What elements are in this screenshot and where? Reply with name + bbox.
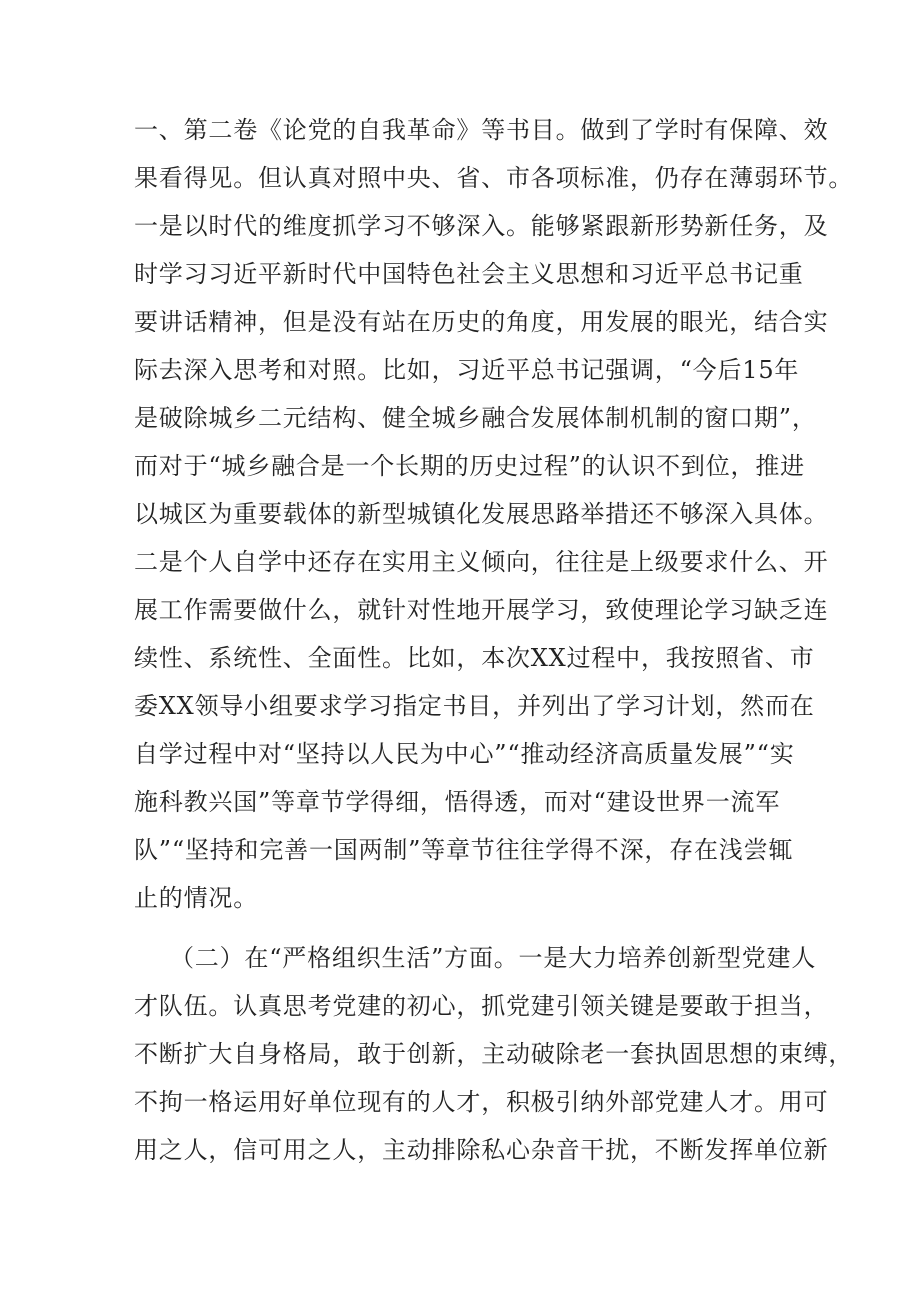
text-line-21: 不拘一格运用好单位现有的人才，积极引纳外部党建人才。用可 bbox=[134, 1088, 829, 1116]
text-line-15: 施科教兴国”等章节学得细，悟得透，而对“建设世界一流军 bbox=[134, 788, 781, 816]
text-line-1: 一、第二卷《论党的自我革命》等书目。做到了学时有保障、效 bbox=[134, 116, 829, 144]
text-line-5: 要讲话精神，但是没有站在历史的角度，用发展的眼光，结合实 bbox=[134, 308, 829, 336]
text-line-8: 而对于“城乡融合是一个长期的历史过程”的认识不到位，推进 bbox=[134, 452, 805, 480]
text-line-12: 续性、系统性、全面性。比如，本次XX过程中，我按照省、市 bbox=[134, 644, 815, 672]
text-line-11: 展工作需要做什么，就针对性地开展学习，致使理论学习缺乏连 bbox=[134, 596, 829, 624]
text-line-14: 自学过程中对“坚持以人民为中心”“推动经济高质量发展”“实 bbox=[134, 740, 795, 768]
text-line-9: 以城区为重要载体的新型城镇化发展思路举措还不够深入具体。 bbox=[134, 500, 829, 528]
text-line-7: 是破除城乡二元结构、健全城乡融合发展体制机制的窗口期”， bbox=[134, 404, 817, 432]
text-line-2: 果看得见。但认真对照中央、省、市各项标准，仍存在薄弱环节。 bbox=[134, 164, 854, 192]
text-line-16: 队”“坚持和完善一国两制”等章节往往学得不深，存在浅尝辄 bbox=[134, 836, 794, 864]
text-line-18: （二）在“严格组织生活”方面。一是大力培养创新型党建人 bbox=[170, 944, 817, 972]
text-line-17: 止的情况。 bbox=[134, 884, 258, 912]
text-line-6: 际去深入思考和对照。比如，习近平总书记强调，“今后15年 bbox=[134, 356, 800, 384]
text-line-3: 一是以时代的维度抓学习不够深入。能够紧跟新形势新任务，及 bbox=[134, 212, 829, 240]
text-line-13: 委XX领导小组要求学习指定书目，并列出了学习计划，然而在 bbox=[134, 692, 815, 720]
text-line-4: 时学习习近平新时代中国特色社会主义思想和习近平总书记重 bbox=[134, 260, 804, 288]
text-line-22: 用之人，信可用之人，主动排除私心杂音干扰，不断发挥单位新 bbox=[134, 1136, 829, 1164]
text-line-10: 二是个人自学中还存在实用主义倾向，往往是上级要求什么、开 bbox=[134, 548, 829, 576]
text-line-20: 不断扩大自身格局，敢于创新，主动破除老一套执固思想的束缚， bbox=[134, 1040, 854, 1068]
text-line-19: 才队伍。认真思考党建的初心，抓党建引领关键是要敢于担当， bbox=[134, 992, 829, 1020]
